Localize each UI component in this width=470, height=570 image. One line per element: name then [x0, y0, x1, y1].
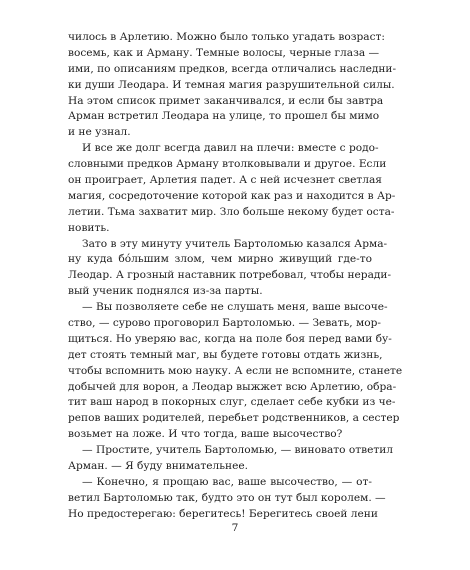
page-body	[68, 30, 403, 550]
text-line: дет стоять темный маг, вы будете готовы отдать жизнь,	[68, 348, 383, 361]
text-line: вый ученик поднялся из-за парты.	[68, 285, 263, 298]
text-line: — Вы позволяете себе не слушать меня, ваше высоче-	[82, 301, 388, 314]
text-line: Арман встретил Леодара на улице, то прошел бы мимо	[68, 110, 380, 123]
text-line: ими, по описаниям предков, всегда отличались наследни-	[68, 62, 397, 75]
text-line: — Простите, учитель Бартоломью, — виновато ответил	[82, 444, 393, 457]
text-line: магия, сосредоточение которой как раз и находится в Ар-	[68, 189, 396, 202]
text-line: чилось в Арлетию. Можно было только угадать возраст:	[68, 31, 385, 43]
paragraph	[68, 443, 393, 475]
paragraph	[68, 475, 386, 523]
text-line: летии. Тьма захватит мир. Зло больше некому будет оста-	[68, 205, 395, 218]
text-line: добычей для ворон, а Леодар выжжет всю Арлетию, обра-	[68, 380, 397, 393]
text-line: ну куда бóльшим злом, чем мирно живущий где-то	[68, 253, 372, 266]
text-line: Зато в эту минуту учитель Бартоломью казался Арма-	[82, 237, 388, 250]
text-line: ки души Леодара. И темная магия разрушительной силы.	[68, 78, 395, 91]
page-number: 7	[231, 522, 239, 534]
paragraph	[68, 30, 397, 141]
text-line: ветил Бартоломью так, будто это он тут был королем. —	[68, 491, 386, 504]
text-line: новить.	[68, 221, 110, 234]
text-line: тит ваш народ в покорных слуг, сделает себе кубки из че-	[68, 396, 396, 409]
text-line: Арман. — Я буду внимательнее.	[68, 460, 249, 473]
text-line: и не узнал.	[68, 126, 131, 139]
paragraph	[68, 300, 403, 443]
text-line: репов ваших родителей, перебьет родственников, а сестер	[68, 412, 400, 425]
text-line: Леодар. А грозный наставник потребовал, чтобы неради-	[68, 269, 392, 282]
text-line: — Конечно, я прощаю вас, ваше высочество, — от-	[82, 475, 372, 488]
text-line: чтобы вспомнить мою науку. А если не вспомните, станете	[68, 364, 403, 377]
text-line: ство, — сурово проговорил Бартоломью. — Зевать, мор-	[68, 317, 381, 330]
text-line: восемь, как и Арману. Темные волосы, черные глаза —	[68, 46, 380, 59]
text-line: На этом список примет заканчивался, и если бы завтра	[68, 94, 384, 107]
paragraph	[68, 237, 392, 301]
text-line: Но предостерегаю: берегитесь! Берегитесь своей лени	[68, 507, 378, 520]
text-line: он проиграет, Арлетия падет. А с ней исчезнет светлая	[68, 174, 382, 187]
text-line: И все же долг всегда давил на плечи: вместе с родо-	[82, 142, 379, 155]
paragraph	[68, 141, 396, 236]
text-line: возьмет на ложе. И что тогда, ваше высочество?	[68, 428, 343, 441]
text-line: щиться. Но уверяю вас, когда на поле боя перед вами бу-	[68, 332, 392, 345]
text-line: словными предков Арману втолковывали и другое. Если	[68, 158, 387, 171]
